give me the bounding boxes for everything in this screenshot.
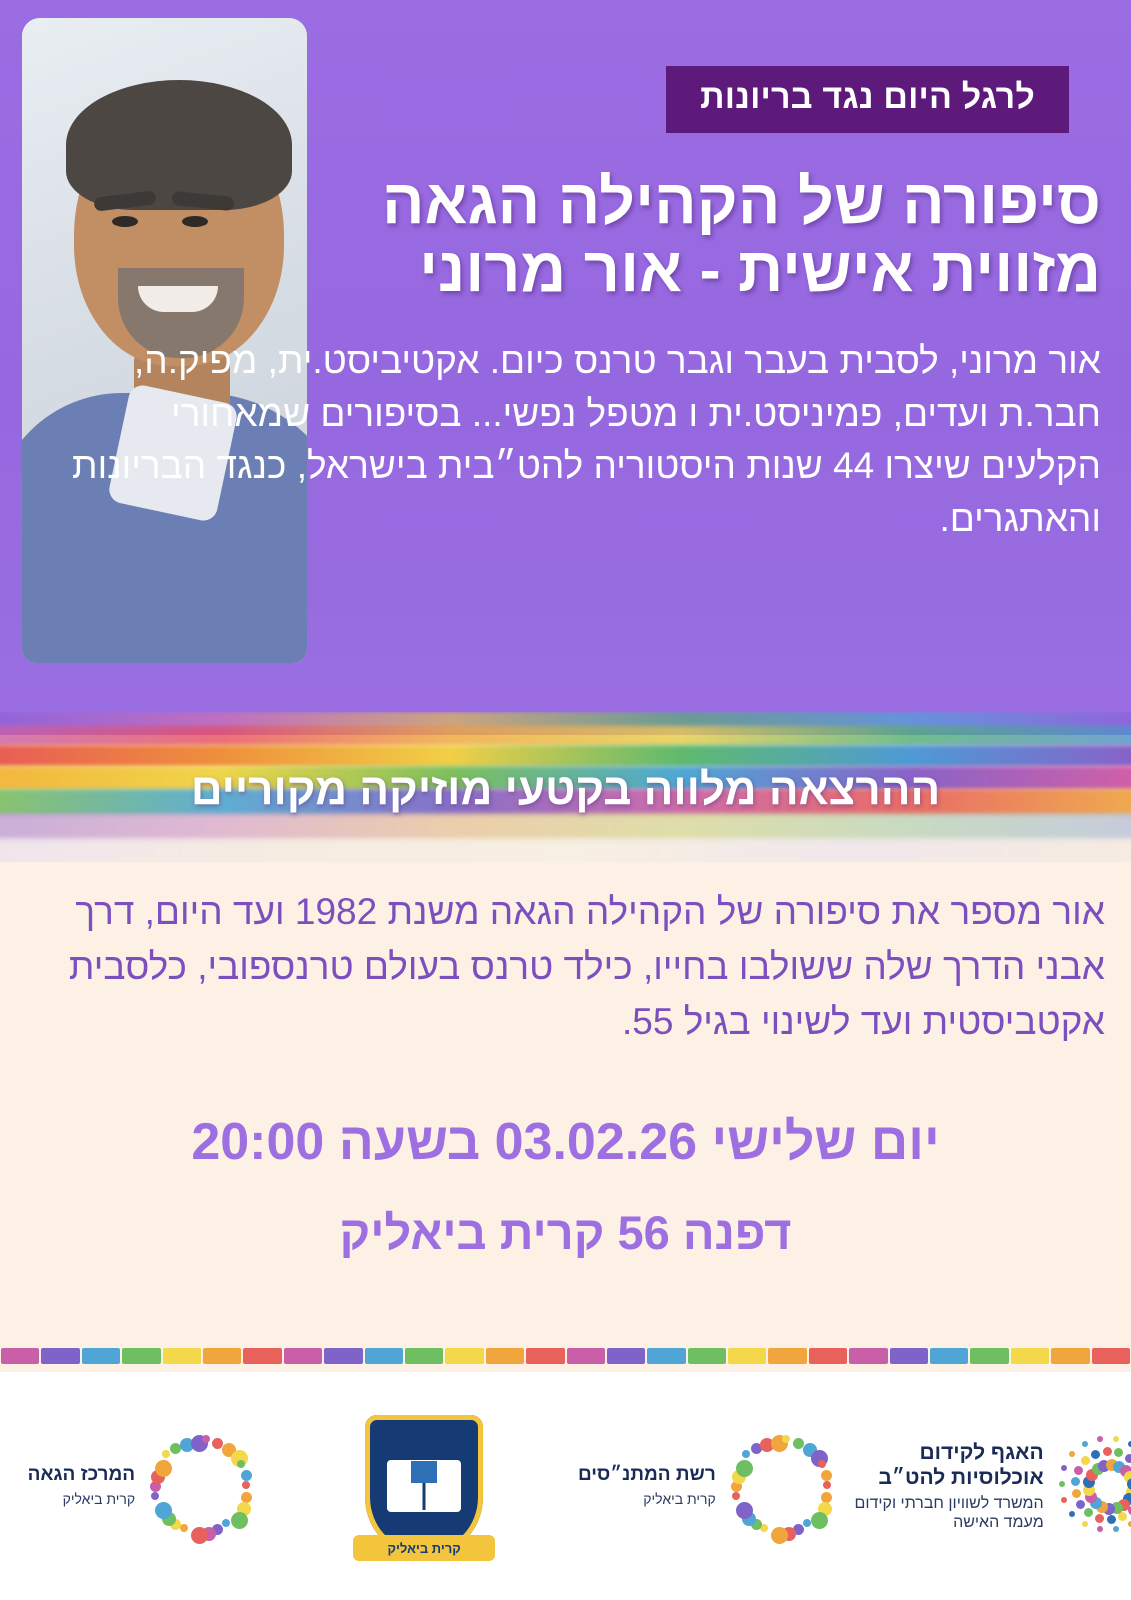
color-chip [526,1348,564,1364]
color-chip [122,1348,160,1364]
sponsor-logos [0,1372,1131,1600]
color-chip [445,1348,483,1364]
color-chip [1,1348,39,1364]
footer-strip [0,1590,1131,1600]
logo-line-1: רשת המתנ״סים [577,1464,716,1486]
color-chip [41,1348,79,1364]
color-chip [647,1348,685,1364]
dot-circle-icon [728,1432,836,1540]
logo-line-1: המרכז הגאה [27,1464,136,1486]
color-chip [567,1348,605,1364]
color-chip [1051,1348,1089,1364]
color-chip [728,1348,766,1364]
event-location: דפנה 56 קרית ביאליק [339,1206,792,1259]
color-chip [365,1348,403,1364]
color-chip [1011,1348,1049,1364]
dot-ring-icon [147,1432,255,1540]
color-chip [284,1348,322,1364]
color-chip [930,1348,968,1364]
shield-book-icon [365,1415,483,1557]
logo-line-2: קרית ביאליק [62,1491,136,1507]
color-chip [849,1348,887,1364]
house-shape [411,1461,437,1483]
page-title-line: מזווית אישית - אור מרוני [419,235,1101,306]
color-chip [890,1348,928,1364]
color-chip [486,1348,524,1364]
dot-swirl-icon [1056,1432,1125,1540]
logo-matnasim-text [578,1464,716,1508]
color-chip [768,1348,806,1364]
color-chip-strip [0,1348,1131,1364]
lead-paragraph: אור מרוני, לסבית בעבר וגבר טרנס כיום. אקטיביסט.ית, מפיק.ה, חבר.ת ועדים, פמיניסט.ית ו מטפל נפשי... בסיפורים שמאחורי הקלעים שיצרו 44 שנות היסטוריה להט״בית בישראל, כנגד הבריונות והאתגרים. [72,340,1101,539]
color-chip [203,1348,241,1364]
logo-pride-center-text [28,1464,136,1508]
color-chip [970,1348,1008,1364]
color-chip [809,1348,847,1364]
color-chip [163,1348,201,1364]
event-date: יום שלישי 03.02.26 בשעה 20:00 [191,1113,940,1171]
page-title-line: סיפורה של הקהילה הגאה [381,167,1101,237]
logo-lgbt-department-text [854,1440,1043,1533]
logo-municipality [283,1386,566,1586]
body-paragraph: אור מספר את סיפורה של הקהילה הגאה משנת 1982 ועד היום, דרך אבני הדרך שלה ששולבו בחייו, כילד טרנס בעולם טרנספובי, כלסבית אקטביסטית ועד לשינוי בגיל 55. [68,891,1105,1042]
logo-line-2: המשרד לשוויון חברתי וקידום מעמד האישה [854,1495,1044,1532]
logo-lgbt-department [848,1386,1131,1586]
logo-matnasim-network [566,1386,849,1586]
color-chip [607,1348,645,1364]
occasion-ribbon: לרגל היום נגד בריונות [666,66,1069,133]
logo-line-2: קרית ביאליק [643,1491,716,1507]
color-chip [82,1348,120,1364]
page-title [71,168,1101,304]
color-chip [1092,1348,1130,1364]
logo-line-1: קרית ביאליק [353,1535,495,1561]
music-note-banner: ההרצאה מלווה בקטעי מוזיקה מקוריים [190,765,941,814]
color-chip [243,1348,281,1364]
color-chip [324,1348,362,1364]
color-chip [688,1348,726,1364]
logo-pride-center [0,1386,283,1586]
color-chip [405,1348,443,1364]
logo-line-1: האגף לקידום אוכלוסיות להט״ב [878,1440,1044,1489]
